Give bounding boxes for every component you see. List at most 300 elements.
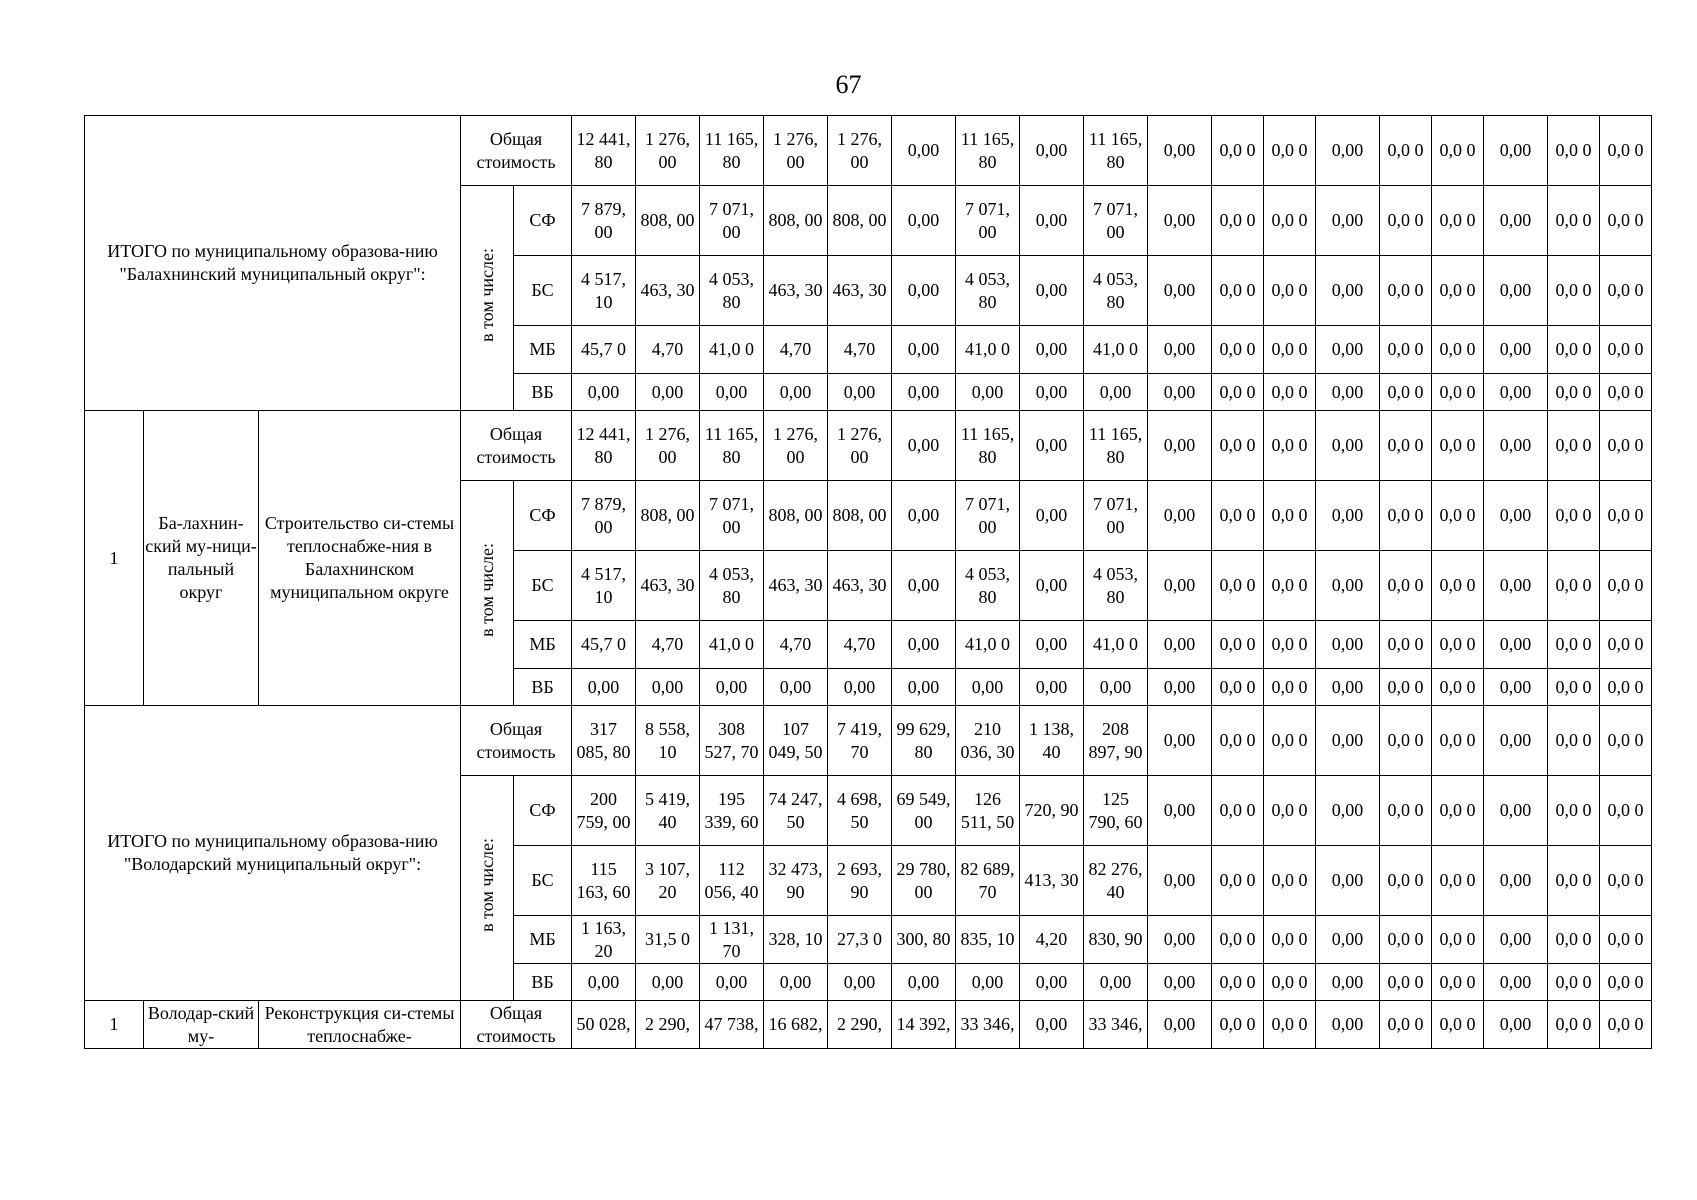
value-cell: 0,0 0 [1548, 1001, 1600, 1049]
value-cell: 0,0 0 [1432, 964, 1484, 1001]
value-cell: 0,00 [892, 326, 956, 374]
value-cell: 0,0 0 [1548, 706, 1600, 776]
value-cell: 0,0 0 [1264, 186, 1316, 256]
value-cell: 0,00 [1316, 116, 1380, 186]
value-cell: 99 629, 80 [892, 706, 956, 776]
value-cell: 0,0 0 [1432, 846, 1484, 916]
value-cell: 0,00 [1484, 481, 1548, 551]
value-cell: 0,00 [1316, 551, 1380, 621]
value-cell: 0,00 [1316, 706, 1380, 776]
value-cell: 0,00 [1316, 411, 1380, 481]
value-cell: 0,00 [1020, 116, 1084, 186]
value-cell: 0,00 [1316, 374, 1380, 411]
value-cell: 0,0 0 [1264, 116, 1316, 186]
value-cell: 74 247, 50 [764, 776, 828, 846]
value-cell: 808, 00 [828, 186, 892, 256]
value-cell: 0,0 0 [1548, 669, 1600, 706]
value-cell: 0,0 0 [1264, 1001, 1316, 1049]
value-cell: 0,00 [956, 964, 1020, 1001]
value-cell: 0,00 [1484, 1001, 1548, 1049]
value-cell: 0,0 0 [1212, 116, 1264, 186]
value-cell: 0,00 [1148, 551, 1212, 621]
value-cell: 29 780, 00 [892, 846, 956, 916]
value-cell: 0,0 0 [1380, 964, 1432, 1001]
value-cell: 0,00 [1020, 481, 1084, 551]
funding-source-label: СФ [514, 186, 572, 256]
value-cell: 82 689, 70 [956, 846, 1020, 916]
funding-source-label: ВБ [514, 964, 572, 1001]
value-cell: 125 790, 60 [1084, 776, 1148, 846]
funding-source-label: БС [514, 256, 572, 326]
value-cell: 0,00 [1148, 116, 1212, 186]
value-cell: 0,00 [636, 669, 700, 706]
value-cell: 47 738, [700, 1001, 764, 1049]
value-cell: 0,0 0 [1432, 256, 1484, 326]
value-cell: 1 138, 40 [1020, 706, 1084, 776]
value-cell: 4,70 [828, 326, 892, 374]
value-cell: 0,0 0 [1432, 776, 1484, 846]
value-cell: 0,00 [1020, 1001, 1084, 1049]
value-cell: 7 879, 00 [572, 186, 636, 256]
table-row [85, 116, 1652, 186]
value-cell: 463, 30 [764, 256, 828, 326]
value-cell: 0,00 [1316, 669, 1380, 706]
value-cell: 1 276, 00 [828, 411, 892, 481]
project-name: Реконструкция си-стемы теплоснабже- [259, 1001, 461, 1049]
value-cell: 0,00 [700, 669, 764, 706]
total-cost-label: Общая стоимость [461, 116, 572, 186]
page-number: 67 [835, 70, 862, 99]
value-cell: 0,0 0 [1600, 256, 1652, 326]
value-cell: 0,00 [636, 374, 700, 411]
value-cell: 0,0 0 [1600, 374, 1652, 411]
value-cell: 11 165, 80 [956, 116, 1020, 186]
value-cell: 0,0 0 [1264, 374, 1316, 411]
value-cell: 1 163, 20 [572, 916, 636, 964]
value-cell: 0,00 [1484, 916, 1548, 964]
in-total-text: в том числе: [476, 838, 497, 932]
value-cell: 0,00 [1484, 551, 1548, 621]
value-cell: 4 053, 80 [1084, 551, 1148, 621]
value-cell: 1 276, 00 [636, 116, 700, 186]
value-cell: 0,0 0 [1432, 481, 1484, 551]
value-cell: 0,00 [1020, 621, 1084, 669]
value-cell: 16 682, [764, 1001, 828, 1049]
value-cell: 0,0 0 [1600, 481, 1652, 551]
value-cell: 0,00 [1316, 846, 1380, 916]
value-cell: 41,0 0 [1084, 326, 1148, 374]
value-cell: 0,0 0 [1264, 846, 1316, 916]
value-cell: 82 276, 40 [1084, 846, 1148, 916]
value-cell: 2 693, 90 [828, 846, 892, 916]
value-cell: 317 085, 80 [572, 706, 636, 776]
value-cell: 0,00 [1148, 964, 1212, 1001]
table-row [85, 706, 1652, 776]
value-cell: 0,00 [1148, 846, 1212, 916]
value-cell: 0,0 0 [1548, 411, 1600, 481]
value-cell: 0,00 [1484, 116, 1548, 186]
in-total-text: в том числе: [476, 543, 497, 637]
value-cell: 0,00 [1148, 186, 1212, 256]
municipality-name: Володар-ский му- [144, 1001, 259, 1049]
value-cell: 115 163, 60 [572, 846, 636, 916]
value-cell: 0,0 0 [1212, 374, 1264, 411]
value-cell: 2 290, [828, 1001, 892, 1049]
value-cell: 7 879, 00 [572, 481, 636, 551]
value-cell: 0,00 [1484, 669, 1548, 706]
value-cell: 1 276, 00 [636, 411, 700, 481]
value-cell: 7 419, 70 [828, 706, 892, 776]
value-cell: 0,00 [764, 964, 828, 1001]
value-cell: 0,00 [1484, 374, 1548, 411]
value-cell: 0,00 [1020, 964, 1084, 1001]
value-cell: 808, 00 [764, 186, 828, 256]
value-cell: 11 165, 80 [1084, 116, 1148, 186]
value-cell: 0,0 0 [1380, 669, 1432, 706]
funding-source-label: ВБ [514, 374, 572, 411]
value-cell: 0,00 [1316, 186, 1380, 256]
value-cell: 0,00 [1148, 669, 1212, 706]
value-cell: 0,0 0 [1380, 846, 1432, 916]
value-cell: 0,00 [1020, 326, 1084, 374]
value-cell: 0,0 0 [1548, 551, 1600, 621]
value-cell: 14 392, [892, 1001, 956, 1049]
value-cell: 0,0 0 [1264, 669, 1316, 706]
funding-source-label: СФ [514, 481, 572, 551]
value-cell: 0,0 0 [1600, 846, 1652, 916]
value-cell: 0,00 [892, 669, 956, 706]
value-cell: 0,0 0 [1432, 1001, 1484, 1049]
value-cell: 0,0 0 [1600, 621, 1652, 669]
in-total-label [461, 481, 514, 706]
value-cell: 0,00 [892, 374, 956, 411]
value-cell: 0,0 0 [1548, 256, 1600, 326]
value-cell: 0,00 [1148, 706, 1212, 776]
value-cell: 0,0 0 [1380, 481, 1432, 551]
value-cell: 0,00 [892, 256, 956, 326]
value-cell: 0,0 0 [1264, 326, 1316, 374]
value-cell: 0,00 [892, 481, 956, 551]
value-cell: 0,00 [892, 116, 956, 186]
value-cell: 0,00 [1484, 621, 1548, 669]
value-cell: 0,00 [1148, 776, 1212, 846]
value-cell: 0,0 0 [1548, 846, 1600, 916]
value-cell: 463, 30 [636, 256, 700, 326]
value-cell: 720, 90 [1020, 776, 1084, 846]
value-cell: 0,0 0 [1548, 186, 1600, 256]
section-total-label: ИТОГО по муниципальному образова-нию "Володарский муниципальный округ": [85, 706, 461, 1001]
value-cell: 0,0 0 [1380, 621, 1432, 669]
value-cell: 463, 30 [636, 551, 700, 621]
value-cell: 4 053, 80 [956, 551, 1020, 621]
value-cell: 0,0 0 [1548, 481, 1600, 551]
value-cell: 7 071, 00 [700, 186, 764, 256]
value-cell: 0,0 0 [1212, 411, 1264, 481]
value-cell: 0,00 [1148, 621, 1212, 669]
value-cell: 200 759, 00 [572, 776, 636, 846]
value-cell: 830, 90 [1084, 916, 1148, 964]
value-cell: 0,00 [1020, 411, 1084, 481]
row-number: 1 [85, 1001, 144, 1049]
value-cell: 0,0 0 [1212, 186, 1264, 256]
value-cell: 7 071, 00 [956, 481, 1020, 551]
value-cell: 0,0 0 [1432, 706, 1484, 776]
value-cell: 0,0 0 [1212, 916, 1264, 964]
value-cell: 0,0 0 [1212, 326, 1264, 374]
value-cell: 0,00 [700, 374, 764, 411]
value-cell: 7 071, 00 [1084, 186, 1148, 256]
value-cell: 0,0 0 [1212, 621, 1264, 669]
value-cell: 0,0 0 [1380, 916, 1432, 964]
value-cell: 4 053, 80 [956, 256, 1020, 326]
value-cell: 808, 00 [828, 481, 892, 551]
value-cell: 195 339, 60 [700, 776, 764, 846]
value-cell: 0,00 [636, 964, 700, 1001]
value-cell: 0,00 [1148, 374, 1212, 411]
value-cell: 11 165, 80 [700, 116, 764, 186]
total-cost-label: Общая стоимость [461, 706, 572, 776]
value-cell: 0,00 [1316, 256, 1380, 326]
value-cell: 4 517, 10 [572, 551, 636, 621]
value-cell: 0,0 0 [1600, 916, 1652, 964]
value-cell: 1 276, 00 [764, 411, 828, 481]
value-cell: 0,00 [1148, 256, 1212, 326]
value-cell: 0,0 0 [1548, 621, 1600, 669]
value-cell: 0,00 [1084, 964, 1148, 1001]
funding-source-label: ВБ [514, 669, 572, 706]
value-cell: 0,00 [892, 621, 956, 669]
value-cell: 0,0 0 [1600, 964, 1652, 1001]
value-cell: 112 056, 40 [700, 846, 764, 916]
value-cell: 0,00 [1148, 1001, 1212, 1049]
value-cell: 0,00 [700, 964, 764, 1001]
value-cell: 0,00 [1020, 256, 1084, 326]
value-cell: 33 346, [956, 1001, 1020, 1049]
value-cell: 1 276, 00 [828, 116, 892, 186]
value-cell: 0,0 0 [1380, 116, 1432, 186]
value-cell: 0,0 0 [1380, 1001, 1432, 1049]
value-cell: 0,00 [1148, 411, 1212, 481]
value-cell: 0,0 0 [1264, 551, 1316, 621]
value-cell: 0,0 0 [1380, 374, 1432, 411]
value-cell: 0,00 [1316, 776, 1380, 846]
value-cell: 0,0 0 [1548, 326, 1600, 374]
value-cell: 69 549, 00 [892, 776, 956, 846]
value-cell: 0,00 [1316, 621, 1380, 669]
value-cell: 41,0 0 [1084, 621, 1148, 669]
value-cell: 0,00 [1484, 256, 1548, 326]
value-cell: 0,0 0 [1600, 776, 1652, 846]
value-cell: 0,00 [1084, 669, 1148, 706]
value-cell: 7 071, 00 [700, 481, 764, 551]
section-total-label: ИТОГО по муниципальному образова-нию "Балахнинский муниципальный округ": [85, 116, 461, 411]
value-cell: 12 441, 80 [572, 411, 636, 481]
value-cell: 0,0 0 [1264, 706, 1316, 776]
value-cell: 0,00 [1484, 846, 1548, 916]
table-row [85, 411, 1652, 481]
municipality-name: Ба-лахнин-ский му-ници-пальный округ [144, 411, 259, 706]
value-cell: 4,20 [1020, 916, 1084, 964]
value-cell: 0,00 [764, 669, 828, 706]
value-cell: 0,0 0 [1432, 186, 1484, 256]
funding-source-label: БС [514, 551, 572, 621]
value-cell: 32 473, 90 [764, 846, 828, 916]
value-cell: 0,00 [1020, 551, 1084, 621]
in-total-label [461, 186, 514, 411]
value-cell: 0,0 0 [1432, 374, 1484, 411]
value-cell: 0,0 0 [1600, 116, 1652, 186]
value-cell: 0,00 [956, 669, 1020, 706]
value-cell: 126 511, 50 [956, 776, 1020, 846]
value-cell: 4,70 [828, 621, 892, 669]
value-cell: 8 558, 10 [636, 706, 700, 776]
value-cell: 0,0 0 [1264, 776, 1316, 846]
value-cell: 308 527, 70 [700, 706, 764, 776]
value-cell: 0,0 0 [1432, 116, 1484, 186]
value-cell: 0,00 [828, 374, 892, 411]
value-cell: 0,0 0 [1212, 256, 1264, 326]
value-cell: 0,00 [1020, 669, 1084, 706]
value-cell: 0,0 0 [1600, 186, 1652, 256]
value-cell: 4,70 [764, 621, 828, 669]
value-cell: 0,00 [1020, 186, 1084, 256]
value-cell: 0,0 0 [1212, 706, 1264, 776]
value-cell: 0,00 [892, 964, 956, 1001]
value-cell: 0,0 0 [1548, 374, 1600, 411]
value-cell: 0,0 0 [1548, 964, 1600, 1001]
value-cell: 0,00 [1484, 411, 1548, 481]
value-cell: 0,00 [956, 374, 1020, 411]
value-cell: 0,00 [1484, 964, 1548, 1001]
value-cell: 4,70 [636, 326, 700, 374]
value-cell: 41,0 0 [700, 621, 764, 669]
value-cell: 45,7 0 [572, 326, 636, 374]
value-cell: 0,0 0 [1548, 116, 1600, 186]
value-cell: 0,00 [1148, 916, 1212, 964]
value-cell: 0,0 0 [1600, 326, 1652, 374]
value-cell: 41,0 0 [956, 326, 1020, 374]
value-cell: 0,0 0 [1212, 669, 1264, 706]
value-cell: 0,00 [764, 374, 828, 411]
in-total-label [461, 776, 514, 1001]
value-cell: 4 053, 80 [700, 256, 764, 326]
value-cell: 0,0 0 [1212, 846, 1264, 916]
value-cell: 0,00 [1148, 481, 1212, 551]
value-cell: 0,0 0 [1264, 964, 1316, 1001]
value-cell: 4,70 [764, 326, 828, 374]
value-cell: 0,00 [892, 411, 956, 481]
value-cell: 0,00 [1316, 1001, 1380, 1049]
value-cell: 27,3 0 [828, 916, 892, 964]
value-cell: 0,00 [828, 669, 892, 706]
value-cell: 50 028, [572, 1001, 636, 1049]
project-name: Строительство си-стемы теплоснабже-ния в Балахнинском муниципальном округе [259, 411, 461, 706]
value-cell: 0,0 0 [1380, 776, 1432, 846]
value-cell: 0,00 [828, 964, 892, 1001]
value-cell: 300, 80 [892, 916, 956, 964]
value-cell: 0,0 0 [1600, 669, 1652, 706]
value-cell: 0,00 [1484, 706, 1548, 776]
value-cell: 0,0 0 [1212, 1001, 1264, 1049]
value-cell: 7 071, 00 [956, 186, 1020, 256]
value-cell: 1 276, 00 [764, 116, 828, 186]
value-cell: 2 290, [636, 1001, 700, 1049]
value-cell: 11 165, 80 [700, 411, 764, 481]
value-cell: 0,0 0 [1432, 621, 1484, 669]
value-cell: 0,00 [892, 186, 956, 256]
value-cell: 0,00 [1316, 916, 1380, 964]
value-cell: 328, 10 [764, 916, 828, 964]
value-cell: 0,0 0 [1600, 551, 1652, 621]
value-cell: 4,70 [636, 621, 700, 669]
value-cell: 0,0 0 [1212, 481, 1264, 551]
value-cell: 4 698, 50 [828, 776, 892, 846]
value-cell: 0,0 0 [1264, 411, 1316, 481]
value-cell: 12 441, 80 [572, 116, 636, 186]
total-cost-label: Общая стоимость [461, 1001, 572, 1049]
value-cell: 0,00 [572, 964, 636, 1001]
value-cell: 11 165, 80 [1084, 411, 1148, 481]
in-total-text: в том числе: [476, 248, 497, 342]
value-cell: 210 036, 30 [956, 706, 1020, 776]
value-cell: 0,0 0 [1548, 916, 1600, 964]
value-cell: 0,0 0 [1264, 916, 1316, 964]
budget-table [84, 115, 1652, 1049]
value-cell: 0,0 0 [1380, 706, 1432, 776]
value-cell: 0,0 0 [1264, 621, 1316, 669]
value-cell: 11 165, 80 [956, 411, 1020, 481]
value-cell: 808, 00 [636, 186, 700, 256]
value-cell: 0,0 0 [1600, 1001, 1652, 1049]
value-cell: 0,00 [1316, 481, 1380, 551]
value-cell: 41,0 0 [956, 621, 1020, 669]
funding-source-label: БС [514, 846, 572, 916]
value-cell: 1 131, 70 [700, 916, 764, 964]
value-cell: 0,0 0 [1380, 256, 1432, 326]
value-cell: 0,00 [1084, 374, 1148, 411]
value-cell: 4 053, 80 [700, 551, 764, 621]
funding-source-label: МБ [514, 326, 572, 374]
value-cell: 808, 00 [636, 481, 700, 551]
value-cell: 463, 30 [828, 551, 892, 621]
row-number: 1 [85, 411, 144, 706]
value-cell: 0,00 [1484, 186, 1548, 256]
value-cell: 835, 10 [956, 916, 1020, 964]
value-cell: 0,00 [572, 669, 636, 706]
value-cell: 0,0 0 [1380, 411, 1432, 481]
value-cell: 0,0 0 [1432, 916, 1484, 964]
value-cell: 0,0 0 [1380, 551, 1432, 621]
value-cell: 0,00 [1484, 326, 1548, 374]
value-cell: 0,00 [1316, 326, 1380, 374]
value-cell: 463, 30 [828, 256, 892, 326]
value-cell: 5 419, 40 [636, 776, 700, 846]
value-cell: 0,0 0 [1212, 776, 1264, 846]
value-cell: 45,7 0 [572, 621, 636, 669]
value-cell: 208 897, 90 [1084, 706, 1148, 776]
value-cell: 0,0 0 [1600, 706, 1652, 776]
value-cell: 0,00 [1484, 776, 1548, 846]
value-cell: 0,0 0 [1212, 551, 1264, 621]
value-cell: 0,00 [1316, 964, 1380, 1001]
value-cell: 0,00 [1148, 326, 1212, 374]
value-cell: 413, 30 [1020, 846, 1084, 916]
value-cell: 0,00 [892, 551, 956, 621]
value-cell: 41,0 0 [700, 326, 764, 374]
value-cell: 808, 00 [764, 481, 828, 551]
value-cell: 0,0 0 [1432, 326, 1484, 374]
value-cell: 0,0 0 [1380, 186, 1432, 256]
